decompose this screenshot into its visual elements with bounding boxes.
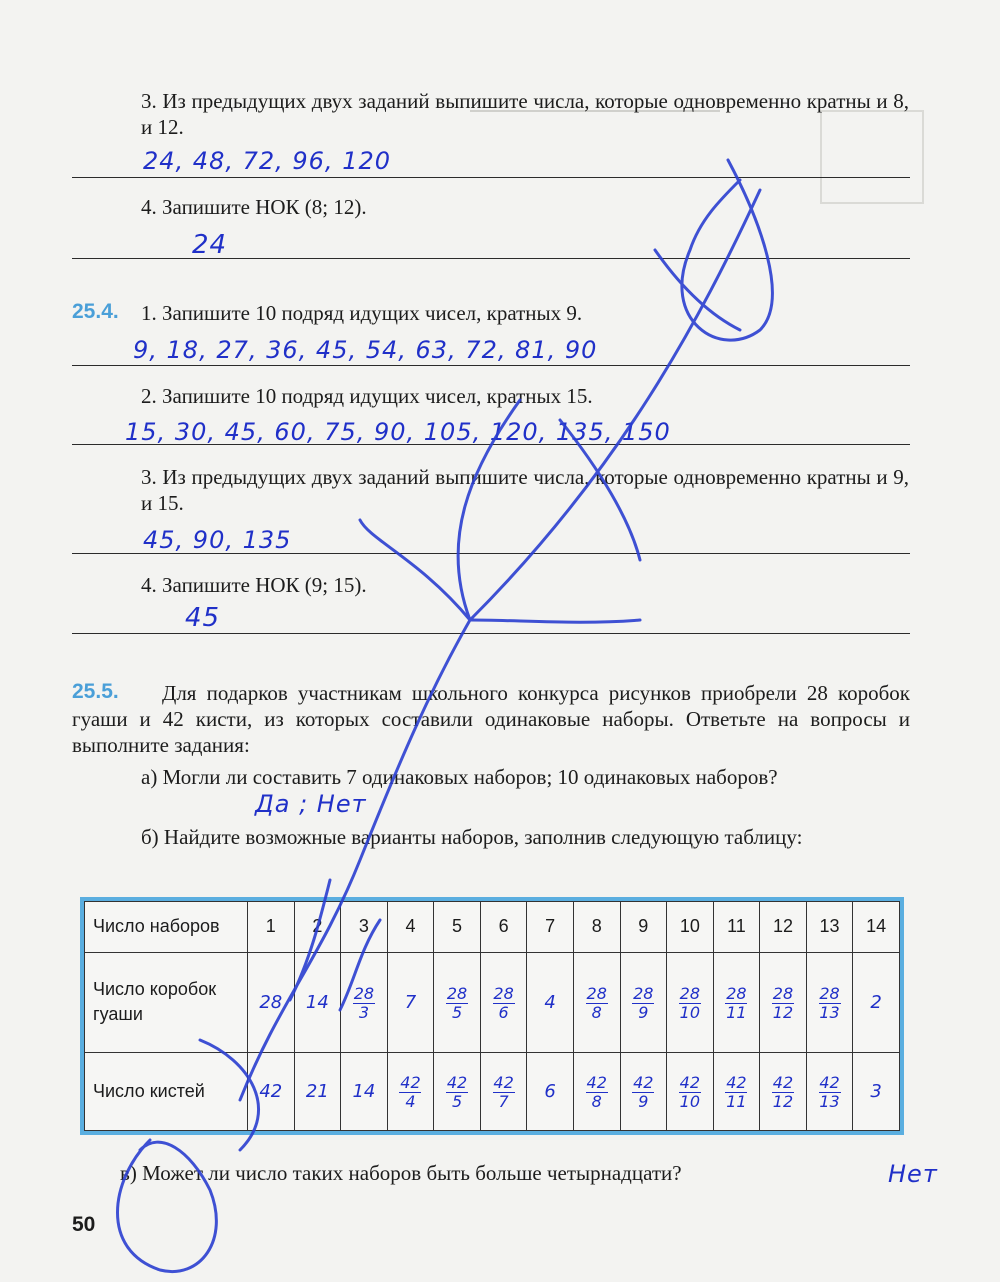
answer-line [72,258,910,259]
answer-line [72,365,910,366]
handwritten-fraction [399,1074,421,1111]
brushes-cell [620,1052,667,1130]
gouache-cell [527,952,574,1052]
brushes-cell [853,1052,900,1130]
handwritten-fraction [586,1074,608,1111]
fraction-denominator: 3 [358,1002,369,1022]
ex25-4-item4-answer: 45 [185,603,221,633]
fraction-numerator: 42 [400,1072,421,1092]
sets-cell: 1 [248,902,295,953]
fraction-denominator: 10 [679,1091,701,1111]
handwritten-value: 3 [870,1080,882,1102]
table-row [85,1052,900,1130]
handwritten-fraction [493,1074,515,1111]
handwritten-fraction [725,985,747,1022]
ex25-3-item3-answer: 24, 48, 72, 96, 120 [143,147,391,175]
brushes-cell [573,1052,620,1130]
fraction-numerator: 42 [493,1072,514,1092]
fraction-numerator: 42 [819,1072,840,1092]
handwritten-value: 14 [352,1080,376,1102]
fraction-denominator: 12 [772,1091,794,1111]
handwritten-fraction [819,1074,841,1111]
fraction-denominator: 6 [498,1002,509,1022]
ex25-4-item1-answer: 9, 18, 27, 36, 45, 54, 63, 72, 81, 90 [133,336,598,364]
ex25-4-item3-answer: 45, 90, 135 [143,526,292,554]
brushes-cell [527,1052,574,1130]
ex25-3-item4-answer: 24 [192,230,228,260]
sets-cell: 4 [387,902,434,953]
handwritten-fraction [353,985,375,1022]
gouache-cell [248,952,295,1052]
handwritten-value: 6 [544,1080,556,1102]
fraction-denominator: 5 [451,1091,463,1111]
sets-cell: 5 [434,902,481,953]
sets-cell: 6 [480,902,527,953]
row-label-brushes: Число кистей [85,1052,248,1130]
handwritten-fraction [679,1074,701,1111]
answer-line [72,444,910,445]
sets-cell: 7 [527,902,574,953]
sets-table [80,897,904,1135]
exercise-number: 25.5. [72,680,119,703]
fraction-numerator: 42 [586,1072,607,1092]
handwritten-value: 14 [305,991,329,1013]
fraction-numerator: 28 [353,983,375,1003]
ex25-5-question-a: а) Могли ли составить 7 одинаковых наборов; 10 одинаковых наборов? [141,765,778,789]
fraction-numerator: 28 [446,983,468,1003]
handwritten-fraction [725,1074,747,1111]
sets-cell: 10 [667,902,714,953]
handwritten-value: 28 [259,991,283,1013]
row-label-gouache: Число коробок гуаши [85,952,248,1052]
gouache-cell [853,952,900,1052]
gouache-cell [760,952,807,1052]
ex25-5-question-a-answer: Да ; Нет [255,790,367,818]
gouache-cell [341,952,388,1052]
fraction-denominator: 11 [726,1091,747,1111]
fraction-denominator: 13 [819,1002,840,1022]
ex25-5-intro-text: Для подарков участникам школьного конкурса рисунков приобрели 28 коробок гуаши и 42 кисти, из которых составили одинаковые наборы. Ответьте на вопросы и выполните задания: [72,681,910,757]
ex25-4-item1: 1. Запишите 10 подряд идущих чисел, кратных 9. [141,301,583,325]
ex25-4-item3: 3. Из предыдущих двух заданий выпишите числа, которые одновременно кратны и 9, и 15. [141,465,909,515]
sets-cell: 14 [853,902,900,953]
fraction-numerator: 28 [772,983,794,1003]
brushes-cell [713,1052,760,1130]
gouache-cell [434,952,481,1052]
brushes-cell [760,1052,807,1130]
sets-cell: 2 [294,902,341,953]
sets-cell: 9 [620,902,667,953]
handwritten-fraction [632,1074,654,1111]
answer-line [72,177,910,178]
fraction-numerator: 42 [772,1072,794,1092]
brushes-cell [341,1052,388,1130]
gouache-cell [294,952,341,1052]
gouache-cell [480,952,527,1052]
answer-line [72,633,910,634]
fraction-denominator: 4 [405,1091,416,1111]
fraction-numerator: 42 [679,1072,701,1092]
table-row [85,952,900,1052]
ex25-4-item4: 4. Запишите НОК (9; 15). [141,573,367,597]
brushes-cell [434,1052,481,1130]
fraction-denominator: 11 [726,1002,747,1022]
ex25-4-item2: 2. Запишите 10 подряд идущих чисел, кратных 15. [141,384,593,408]
handwritten-fraction [632,985,654,1022]
pen-stroke [470,620,640,622]
fraction-numerator: 28 [586,983,607,1003]
fraction-denominator: 13 [819,1091,840,1111]
handwritten-value: 42 [259,1080,283,1102]
ex25-4-item2-answer: 15, 30, 45, 60, 75, 90, 105, 120, 135, 150 [125,418,671,446]
pen-stroke [360,520,470,620]
brushes-cell [294,1052,341,1130]
fraction-numerator: 42 [726,1072,747,1092]
ex25-5-question-c: в) Может ли число таких наборов быть больше четырнадцати? [120,1161,682,1185]
sets-cell: 8 [573,902,620,953]
gouache-cell [620,952,667,1052]
fraction-denominator: 12 [772,1002,794,1022]
handwritten-fraction [493,985,515,1022]
sets-table-grid [84,901,900,1131]
handwritten-value: 4 [544,991,556,1013]
sets-cell: 3 [341,902,388,953]
handwritten-value: 21 [305,1080,329,1102]
fraction-denominator: 9 [638,1091,649,1111]
fraction-numerator: 28 [819,983,840,1003]
fraction-denominator: 10 [679,1002,701,1022]
sets-cell: 11 [713,902,760,953]
handwritten-fraction [772,1074,794,1111]
handwritten-fraction [446,985,468,1022]
gouache-cell [387,952,434,1052]
ex25-5-question-b: б) Найдите возможные варианты наборов, заполнив следующую таблицу: [141,825,803,849]
answer-line [72,553,910,554]
brushes-cell [667,1052,714,1130]
brushes-cell [248,1052,295,1130]
fraction-denominator: 9 [638,1002,649,1022]
table-row [85,902,900,953]
fraction-numerator: 28 [493,983,514,1003]
fraction-numerator: 42 [446,1072,468,1092]
fraction-denominator: 5 [451,1002,463,1022]
ex25-5-intro [72,680,910,758]
brushes-cell [480,1052,527,1130]
handwritten-fraction [679,985,701,1022]
gouache-cell [713,952,760,1052]
gouache-cell [573,952,620,1052]
handwritten-value: 2 [870,991,882,1013]
ex25-3-item4: 4. Запишите НОК (8; 12). [141,195,367,219]
page-number: 50 [72,1213,96,1236]
sets-cell: 13 [806,902,853,953]
ex25-3-item3: 3. Из предыдущих двух заданий выпишите числа, которые одновременно кратны и 8, и 12. [141,89,909,139]
handwritten-fraction [446,1074,468,1111]
handwritten-value: 7 [404,991,417,1013]
fraction-numerator: 28 [633,983,654,1003]
exercise-number: 25.4. [72,300,119,323]
ex25-5-question-c-answer: Нет [888,1160,938,1188]
fraction-denominator: 7 [498,1091,509,1111]
fraction-numerator: 28 [726,983,747,1003]
row-label-sets: Число наборов [85,902,248,953]
brushes-cell [806,1052,853,1130]
gouache-cell [667,952,714,1052]
fraction-denominator: 8 [591,1091,602,1111]
sets-cell: 12 [760,902,807,953]
fraction-numerator: 28 [679,983,701,1003]
gouache-cell [806,952,853,1052]
handwritten-fraction [772,985,794,1022]
handwritten-fraction [586,985,608,1022]
brushes-cell [387,1052,434,1130]
fraction-denominator: 8 [591,1002,602,1022]
fraction-numerator: 42 [633,1072,654,1092]
handwritten-fraction [819,985,841,1022]
